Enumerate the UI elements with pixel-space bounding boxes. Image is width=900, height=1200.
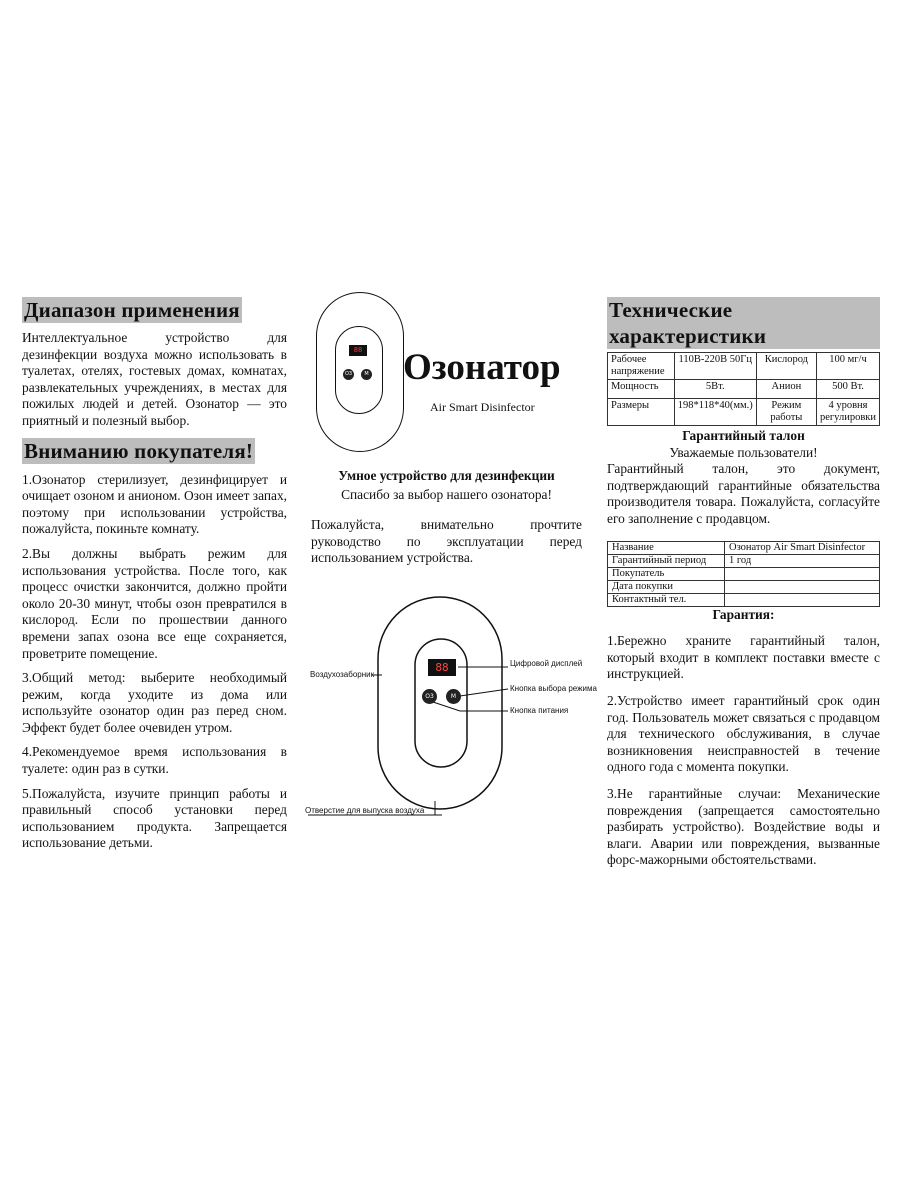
right-column xyxy=(607,297,880,869)
guarantee-item-2: 2.Устройство имеет гарантийный срок один год. Пользователь может связаться с продавцом для технического обслуживания, в случае возникновения неисправностей в течение одного года с момента покупки. xyxy=(607,692,880,775)
spec-cell: 5Вт. xyxy=(674,380,756,399)
spec-cell: 500 Вт. xyxy=(816,380,879,399)
attention-item-3: 3.Общий метод: выберите необходимый режим, когда уходите из дома или используйте озонатор один раз перед сном. Эффект будет более очевиден утром. xyxy=(22,670,287,735)
diagram-power-button: O3 xyxy=(422,689,437,704)
warranty-cell: Озонатор Air Smart Disinfector xyxy=(725,541,880,554)
digital-display-icon: 88 xyxy=(349,345,367,356)
label-power-button: Кнопка питания xyxy=(510,706,569,715)
table-row xyxy=(608,353,880,380)
attention-item-1: 1.Озонатор стерилизует, дезинфицирует и очищает озоном и анионом. Озон имеет запах, поэтому при использовании устройства, пожалуйста, покиньте комнату. xyxy=(22,471,287,537)
table-row xyxy=(608,580,880,593)
table-row xyxy=(608,399,880,426)
read-manual-text: Пожалуйста, внимательно прочтите руководство по эксплуатации перед использованием устройства. xyxy=(311,517,582,566)
attention-item-2: 2.Вы должны выбрать режим для использования устройства. После того, как процесс очистки закончится, должно пройти около 20-30 минут, чтобы озон превратился в кислород. Если по прошествии данного времени запах озона все еще сохраняется, проветрите помещение. xyxy=(22,545,287,661)
guarantee-item-1: 1.Бережно храните гарантийный талон, который входит в комплект поставки вместе с инструкцией. xyxy=(607,633,880,682)
guarantee-heading: Гарантия: xyxy=(712,606,775,622)
heading-specifications: Технические характеристики xyxy=(607,297,880,349)
warranty-cell xyxy=(725,580,880,593)
heading-attention: Вниманию покупателя! xyxy=(24,438,254,463)
diagram-mode-button: M xyxy=(446,689,461,704)
dear-users: Уважаемые пользователи! xyxy=(669,444,818,460)
attention-item-5: 5.Пожалуйста, изучите принцип работы и правильный способ установки перед использованием продукта. Запрещается использование детьми. xyxy=(22,785,287,851)
warranty-cell: Контактный тел. xyxy=(608,593,725,606)
spec-cell: 198*118*40(мм.) xyxy=(674,399,756,426)
warranty-cell xyxy=(725,567,880,580)
label-air-intake: Воздухозаборник xyxy=(310,670,375,679)
warranty-table xyxy=(607,541,880,607)
middle-intro xyxy=(311,468,582,567)
device-diagram xyxy=(300,595,600,825)
label-digital-display: Цифровой дисплей xyxy=(510,659,583,668)
power-button-icon: O3 xyxy=(343,369,354,380)
heading-range-of-use: Диапазон применения xyxy=(24,298,240,322)
spec-cell: 4 уровня регулировки xyxy=(816,399,879,426)
product-subtitle: Air Smart Disinfector xyxy=(430,400,535,414)
table-row xyxy=(608,541,880,554)
left-column xyxy=(22,297,287,852)
table-row xyxy=(608,380,880,399)
table-row xyxy=(608,554,880,567)
spec-cell: 110В-220В 50Гц xyxy=(674,353,756,380)
table-row xyxy=(608,567,880,580)
device-panel-small xyxy=(335,326,383,414)
device-illustration-small xyxy=(316,292,404,452)
diagram-digital-display: 88 xyxy=(428,659,456,676)
warranty-cell: Гарантийный период xyxy=(608,554,725,567)
attention-item-4: 4.Рекомендуемое время использования в туалете: один раз в сутки. xyxy=(22,744,287,777)
warranty-cell: 1 год xyxy=(725,554,880,567)
warranty-cell: Дата покупки xyxy=(608,580,725,593)
guarantee-item-3: 3.Не гарантийные случаи: Механические повреждения (запрещается самостоятельно разбирать устройство). Воздействие воды и влаги. Аварии или повреждения, вызванные форс-мажорными обстоятельствами. xyxy=(607,785,880,868)
label-mode-button: Кнопка выбора режима xyxy=(510,684,597,693)
warranty-cell: Название xyxy=(608,541,725,554)
specs-table xyxy=(607,352,880,426)
range-of-use-text: Интеллектуальное устройство для дезинфекции воздуха можно использовать в туалетах, отелях, гостевых домах, комнатах, развлекательных учреждениях, в местах для пожилых людей и детей. Озонатор — это приятный и полезный выбор. xyxy=(22,330,287,428)
spec-cell: Кислород xyxy=(756,353,816,380)
spec-cell: Режим работы xyxy=(756,399,816,426)
warranty-cell xyxy=(725,593,880,606)
thanks-text: Спасибо за выбор нашего озонатора! xyxy=(341,486,552,502)
tagline: Умное устройство для дезинфекции xyxy=(338,468,555,483)
spec-cell: 100 мг/ч xyxy=(816,353,879,380)
warranty-title: Гарантийный талон xyxy=(682,428,805,443)
spec-cell: Мощность xyxy=(608,380,675,399)
label-air-outlet: Отверстие для выпуска воздуха xyxy=(305,806,425,815)
spec-cell: Размеры xyxy=(608,399,675,426)
warranty-text: Гарантийный талон, это документ, подтверждающий гарантийные обязательства производителя товара. Пожалуйста, согласуйте его заполнение с продавцом. xyxy=(607,461,880,526)
mode-button-icon: M xyxy=(361,369,372,380)
table-row xyxy=(608,593,880,606)
product-title: Озонатор xyxy=(403,347,561,388)
warranty-cell: Покупатель xyxy=(608,567,725,580)
spec-cell: Анион xyxy=(756,380,816,399)
spec-cell: Рабочее напряжение xyxy=(608,353,675,380)
